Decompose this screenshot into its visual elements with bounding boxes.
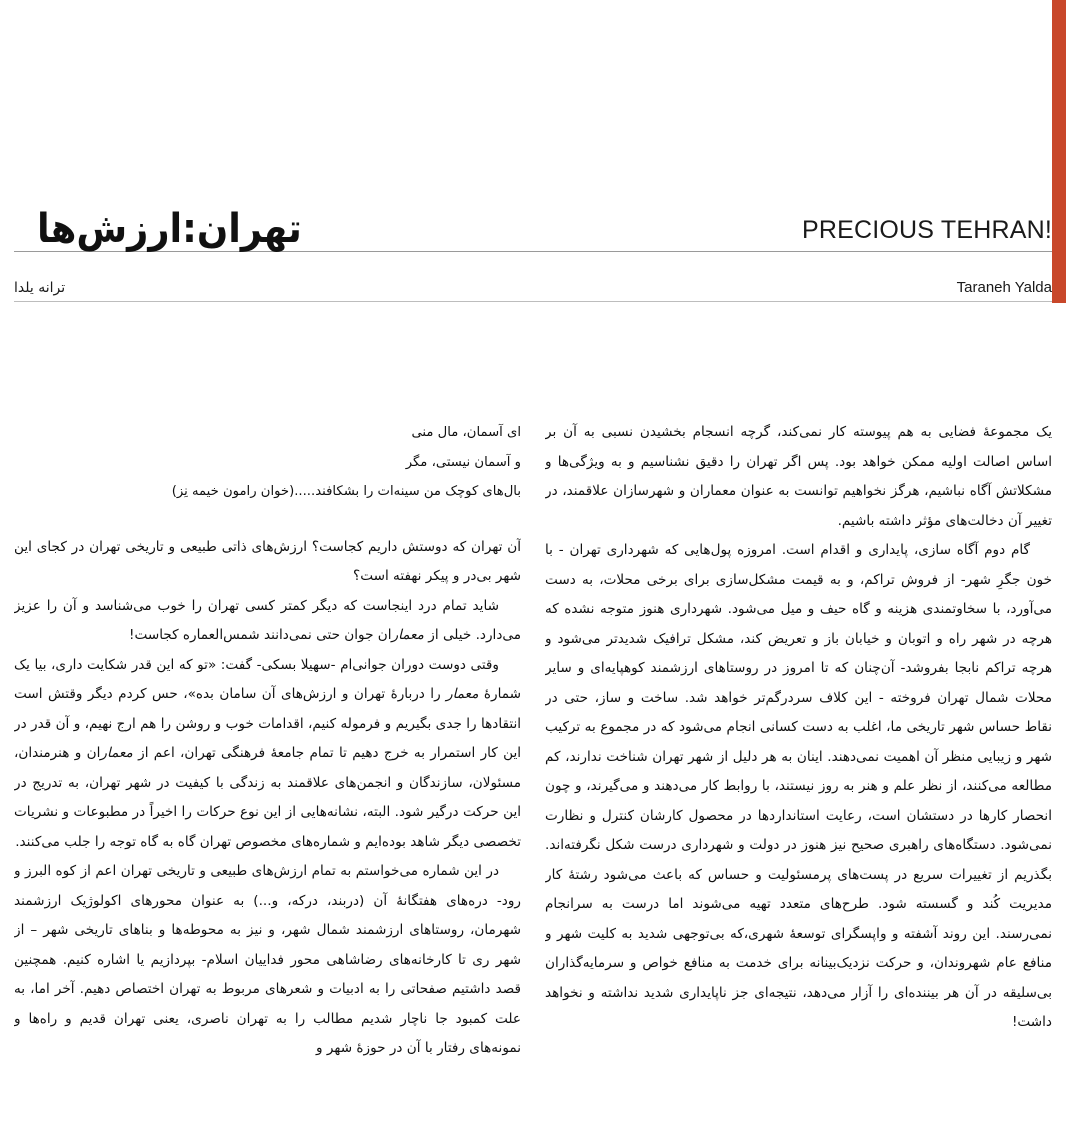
right-column-paragraph: آن تهران که دوستش داریم کجاست؟ ارزش‌های ذاتی طبیعی و تاریخی تهران در کجای این شهر بی‌در و پیکر نهفته است؟ (14, 538, 521, 584)
right-column-paragraph: وقتی دوست دوران جوانی‌ام -سهیلا بسکی- گفت: «تو که این قدر شکایت داری، بیا یک شمارۀ معمار را دربارۀ تهران و ارزش‌های آن سامان بده»، حس کردم دیگر وقتش است انتقادها را جدی بگیریم و فرموله کنیم، اقدامات خوب و روشن را هم ارج نهیم، و آن قدر در این کار استمرار به خرج دهیم تا تمام جامعۀ فرهنگی تهران، اعم از معماران و هنرمندان، مسئولان، سازندگان و انجمن‌های علاقمند به زندگی با کیفیت در شهر تهران، به تدریج در این حرکت درگیر شود. البته، نشانه‌هایی از این نوع حرکات را اخیراً در مطبوعات و نشریات تخصصی دیگر شاهد بوده‌ایم و شماره‌های مخصوص تهران گاه به گاه توجه را جلب می‌کنند. (14, 656, 521, 850)
epigraph-poem (14, 418, 521, 507)
epigraph-line-1: ای آسمان، مال منی (411, 425, 521, 440)
italic-magazine-title: معمار (100, 745, 133, 761)
title-row (14, 196, 1052, 252)
left-column (545, 418, 1052, 1123)
right-column-paragraph: شاید تمام درد اینجاست که دیگر کمتر کسی تهران را خوب می‌شناسد و آن را عزیز می‌دارد. خیلی از معماران جوان حتی نمی‌دانند شمس‌العماره کجاست! (14, 597, 521, 643)
author-name-persian: ترانه یلدا (14, 280, 66, 296)
epigraph-line-2: و آسمان نیستی، مگر (405, 454, 521, 470)
left-column-paragraph: گام دوم آگاه سازی، پایداری و اقدام است. امروزه پول‌هایی که شهرداری تهران - با خون جگرِ شهر- از فروش تراکم، و به قیمت مشکل‌سازی برای برخی محلات، به دست می‌آورد، با سخاوتمندی هزینه و گاه حیف و میل می‌شود. شهرداری هنوز متوجه نشده که هرچه در شهر راه و اتوبان و خیابان باز و تعریض کند، مشکل ترافیک شدیدتر می‌شود و هرچه تراکم نابجا بفروشد- آن‌چنان که تا امروز در روستاهای ارزشمند کوهپایه‌ای و سایر محلات شمال تهران فروخته - این کلاف سردرگم‌تر خواهد شد. ساخت و ساز، حتی در نقاط حساس شهر تاریخی ما، اغلب به دست کسانی انجام می‌شود که در مجموع به ترکیب شهر و زیبایی منظر آن اهمیت نمی‌دهند. اینان به هر دلیل از شهر تهران شناخت ندارند، کم مطالعه می‌کنند، از نظر علم و هنر به روز نیستند، با روابط کار می‌دهند و می‌گیرند، و چون انحصار کارها در دستشان است، رعایت استانداردها در محصول کارشان کنترل و نظارت نمی‌شود. دستگاه‌های راهبری صحیح نیز هنوز در دولت و شهرداری درست شکل نگرفته‌اند. بگذریم از تغییرات سریع در پست‌های پرمسئولیت و حساس که باعث می‌شود رشتۀ کار مدیریت کُند و گسسته شود. طرح‌های متعدد تهیه می‌شوند اما درست به سرانجام نمی‌رسند. این روند آشفته و واپسگرای توسعۀ شهری،که بی‌توجهی شدید به کلیت شهر و منافع عام شهروندان، و حرکت نزدیک‌بینانه برای خدمت به منافع خواص و سرمایه‌گذاران بی‌سلیقه در آن هر بیننده‌ای را آزار می‌دهد، نتیجه‌ای جز ناپایداری شدید نداشته و نخواهد داشت! (545, 542, 1052, 1030)
epigraph-line-3: بال‌های کوچک من سینه‌ات را بشکافند.....(خوان رامون خیمه نِز) (171, 484, 521, 499)
right-column (14, 418, 521, 1123)
right-column-paragraph: در این شماره می‌خواستم به تمام ارزش‌های طبیعی و تاریخی تهران اعم از کوه البرز و رود- دره‌های هفتگانۀ آن (دربند، درکه، و...) به عنوان محورهای اکولوژیک ارزشمند شهرمان، روستاهای ارزشمند شمال شهر، و نیز به محوطه‌ها و بناهای تاریخی شهر – از شهر ری تا کارخانه‌های رضاشاهی محور فداییان اسلام- بپردازیم یا اشاره کنیم. همچنین قصد داشتیم صفحاتی را به ادبیات و شعرهای مربوط به تهران اختصاص دهیم. آخر اما، به علت کمبود جا ناچار شدیم مطالب را به تهران ناصری، یعنی تهران قدیم و راه‌ها و نمونه‌های رفتار با آن در حوزۀ شهر و (14, 863, 521, 1056)
author-name-english: Taraneh Yalda (956, 279, 1052, 296)
italic-magazine-title: معمار (391, 627, 424, 643)
masthead (0, 196, 1066, 302)
byline-row (14, 252, 1052, 302)
body-columns (0, 418, 1066, 1123)
left-column-paragraph: یک مجموعۀ فضایی به هم پیوسته کار نمی‌کند، گرچه انسجام بخشیدن نسبی به آن بر اساس اصالت اولیه ممکن خواهد بود. پس اگر تهران را دقیق نشناسیم و به ویژگی‌ها و مشکلاتش آگاه نباشیم، هرگز نخواهیم توانست به عنوان معماران و شهرسازان علاقمند، در تغییر آن دخالت‌های مؤثر داشته باشیم. (545, 424, 1052, 529)
page-title-persian: تهران:ارزش‌ها (37, 206, 302, 252)
page-title-english: PRECIOUS TEHRAN! (801, 216, 1052, 244)
italic-magazine-title: معمار (446, 686, 479, 702)
